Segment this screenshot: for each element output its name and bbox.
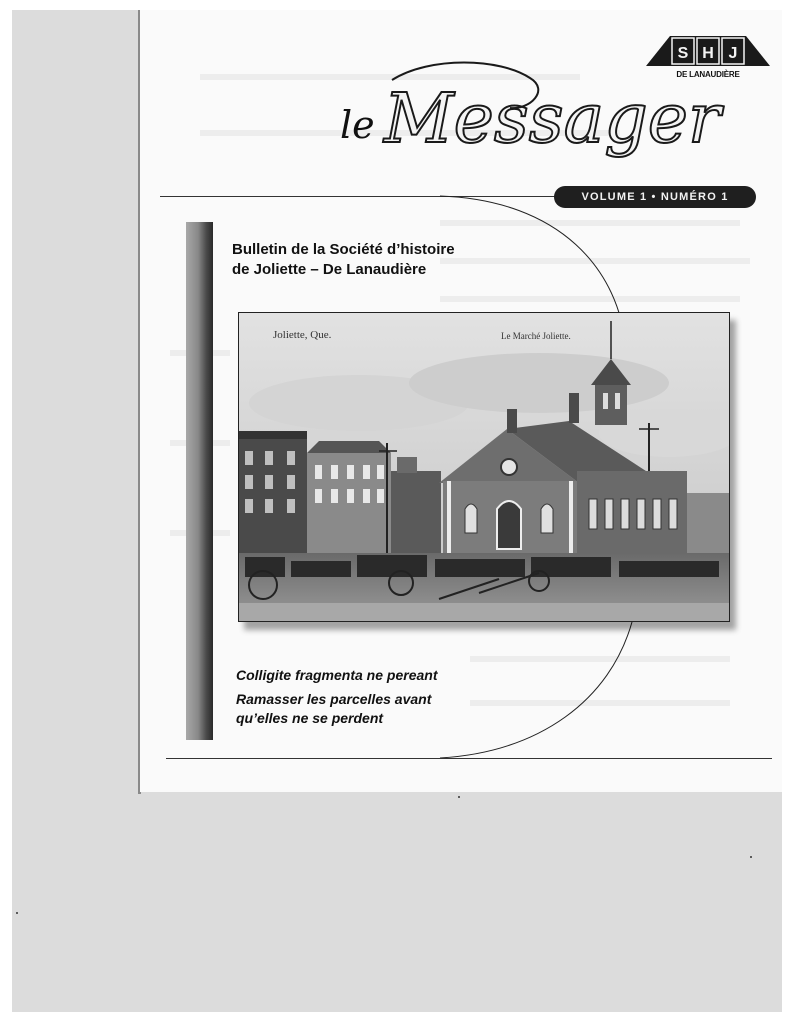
bleed-through <box>470 656 730 662</box>
logo-letter-s: S <box>677 45 689 62</box>
photo-caption-left: Joliette, Que. <box>273 329 332 341</box>
bleed-through <box>470 700 730 706</box>
logo-letter-j: J <box>728 45 738 62</box>
logo-subtext: DE LANAUDIÈRE <box>676 70 740 79</box>
masthead-main: Messager <box>384 80 721 159</box>
market-photo-illustration <box>239 313 729 621</box>
bleed-through <box>440 296 740 302</box>
issue-badge: VOLUME 1 • NUMÉRO 1 <box>554 186 756 208</box>
scan-speck <box>458 796 460 798</box>
motto <box>236 666 496 728</box>
subtitle-line-1: Bulletin de la Société d’histoire <box>232 241 455 258</box>
footer-rule <box>166 758 772 759</box>
shj-logo <box>646 32 776 92</box>
sidebar-bar <box>186 222 213 740</box>
bulletin-subtitle <box>232 240 532 280</box>
masthead-prefix: le <box>340 103 375 147</box>
scan-speck <box>16 912 18 914</box>
logo-letter-h: H <box>702 45 714 62</box>
motto-french-line-2: qu’elles ne se perdent <box>236 710 384 726</box>
scan-speck <box>750 856 752 858</box>
motto-latin: Colligite fragmenta ne pereant <box>236 667 438 683</box>
motto-french-line-1: Ramasser les parcelles avant <box>236 691 432 707</box>
historic-photo <box>238 312 730 622</box>
cover-page <box>140 10 782 792</box>
subtitle-line-2: de Joliette – De Lanaudière <box>232 261 427 278</box>
header-rule <box>160 196 580 197</box>
photo-caption-right: Le Marché Joliette. <box>501 331 571 341</box>
shj-logo-mark <box>646 32 770 68</box>
bleed-through <box>440 220 740 226</box>
